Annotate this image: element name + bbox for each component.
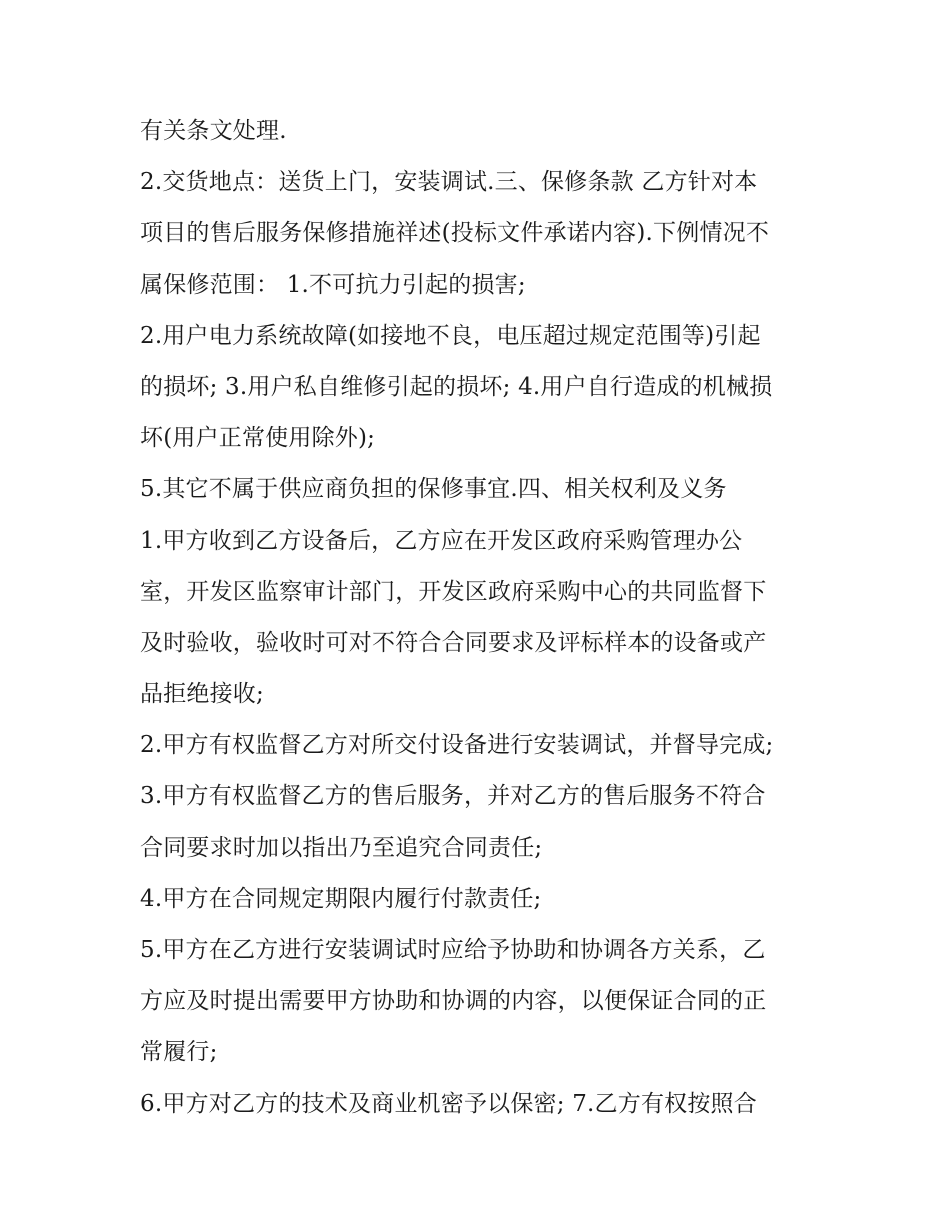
text-line: 6.甲方对乙方的技术及商业机密予以保密; 7.乙方有权按照合	[140, 1090, 757, 1117]
text-line: 有关条文处理.	[140, 118, 287, 144]
text-line: 4.甲方在合同规定期限内履行付款责任;	[140, 885, 542, 912]
text-line: 品拒绝接收;	[140, 681, 264, 708]
text-line: 常履行;	[140, 1039, 218, 1066]
text-line: 5.其它不属于供应商负担的保修事宜.四、相关权利及义务	[140, 476, 727, 503]
text-line: 2.用户电力系统故障(如接地不良，电压超过规定范围等)引起	[140, 322, 761, 349]
contract-text-body	[140, 106, 830, 1130]
text-line: 及时验收，验收时可对不符合合同要求及评标样本的设备或产	[140, 629, 767, 656]
text-line: 坏(用户正常使用除外);	[140, 425, 376, 452]
text-line: 5.甲方在乙方进行安装调试时应给予协助和协调各方关系，乙	[140, 937, 766, 963]
text-line: 方应及时提出需要甲方协助和协调的内容，以便保证合同的正	[140, 988, 767, 1015]
text-line: 3.甲方有权监督乙方的售后服务，并对乙方的售后服务不符合	[140, 783, 766, 810]
text-line: 合同要求时加以指出乃至追究合同责任;	[140, 834, 543, 861]
text-line: 项目的售后服务保修措施祥述(投标文件承诺内容).下例情况不	[140, 220, 770, 247]
text-line: 室，开发区监察审计部门，开发区政府采购中心的共同监督下	[140, 578, 767, 605]
text-line: 属保修范围： 1.不可抗力引起的损害;	[140, 271, 526, 298]
text-line: 的损坏; 3.用户私自维修引起的损坏; 4.用户自行造成的机械损	[140, 373, 773, 400]
text-line: 1.甲方收到乙方设备后，乙方应在开发区政府采购管理办公	[140, 527, 743, 554]
text-line: 2.甲方有权监督乙方对所交付设备进行安装调试，并督导完成;	[140, 732, 774, 759]
text-line: 2.交货地点：送货上门，安装调试.三、保修条款 乙方针对本	[140, 169, 758, 196]
